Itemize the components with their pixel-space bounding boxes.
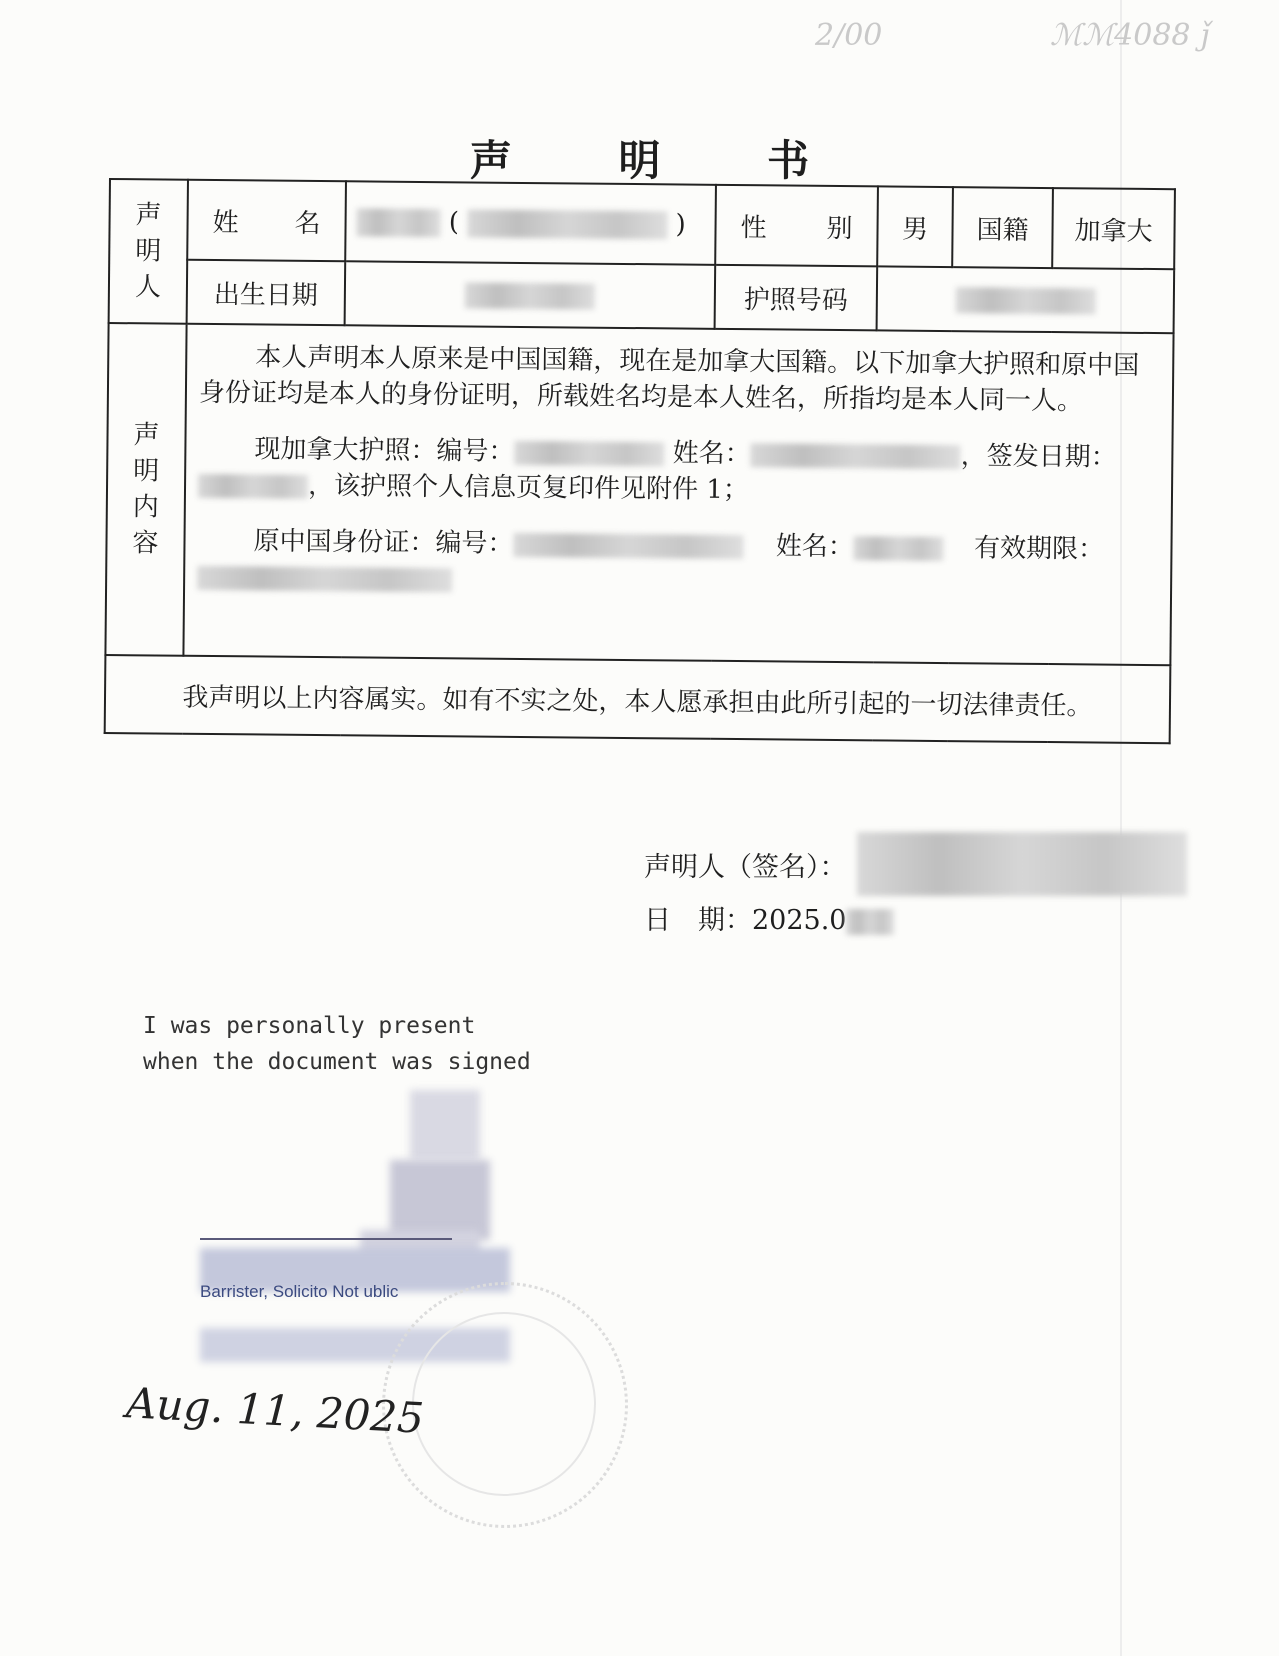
- name-paren-open: (: [448, 207, 460, 238]
- name-label-char-1: 姓: [212, 207, 239, 238]
- name-paren-close: ): [675, 209, 686, 240]
- passport-number-value-cell: [877, 266, 1175, 333]
- redacted-dob: [465, 282, 595, 309]
- corner-handwritten-note: 2/00: [815, 18, 883, 53]
- id-validity-label: 有效期限：: [973, 533, 1105, 565]
- signing-date-label: 日 期：2025.0: [644, 905, 847, 936]
- declaration-table: [104, 178, 1176, 744]
- signature-label: 声明人（签名）：: [644, 852, 847, 883]
- redacted-name: [356, 208, 440, 237]
- notary-signature-rule: [200, 1238, 452, 1240]
- redacted-passport-no-inline: [514, 441, 664, 466]
- gender-label-cell: [715, 185, 878, 267]
- redacted-id-name: [854, 536, 944, 561]
- id-card-paragraph: [197, 523, 1161, 604]
- passport-issue-date-label: ，签发日期：: [960, 441, 1117, 473]
- signature-line: [644, 832, 1187, 896]
- signing-date-line: [644, 898, 894, 937]
- notary-seal-inner-ring: [412, 1312, 596, 1496]
- handwritten-notary-date: Aug. 11, 2025: [124, 1378, 426, 1443]
- passport-attachment-note: ，该护照个人信息页复印件见附件 1；: [307, 470, 749, 506]
- corner-handwritten-reference: ℳℳ4088 ǰ: [1050, 18, 1210, 53]
- redacted-issue-date: [198, 474, 308, 499]
- name-value-cell: [345, 181, 716, 265]
- passport-number-label-text: 现加拿大护照：编号：: [254, 434, 515, 467]
- redacted-passport-number: [955, 287, 1095, 314]
- notary-statement-line-1: I was personally present: [143, 1013, 476, 1039]
- passport-number-label: 护照号码: [715, 265, 878, 331]
- declaration-paragraph: 本人声明本人原来是中国国籍，现在是加拿大国籍。以下加拿大护照和原中国身份证均是本人的身份证明，所载姓名均是本人姓名，所指均是本人同一人。: [198, 342, 1140, 417]
- id-number-label-text: 原中国身份证：编号：: [253, 526, 514, 559]
- redacted-signature: [857, 832, 1187, 896]
- nationality-value: 加拿大: [1052, 188, 1175, 269]
- content-label-cell: [105, 323, 186, 656]
- redacted-passport-name: [751, 443, 961, 469]
- notary-stamp-text: Barrister, Solicito Not ublic: [200, 1282, 399, 1301]
- document-title: 声 明 书: [469, 136, 856, 185]
- gender-label-char-2: 别: [826, 213, 853, 244]
- content-label: 声明内容: [132, 420, 160, 559]
- declaration-content-cell: [183, 324, 1173, 665]
- dob-value-cell: [345, 261, 716, 329]
- name-label-cell: [187, 180, 346, 262]
- redacted-date-digits: [846, 909, 894, 935]
- nationality-label: 国籍: [952, 187, 1053, 268]
- notary-statement-line-2: when the document was signed: [143, 1049, 531, 1075]
- declarant-label: 声明人: [134, 200, 162, 303]
- dob-label: 出生日期: [187, 260, 346, 326]
- passport-name-label-text: 姓名：: [672, 438, 751, 470]
- redacted-id-number: [513, 533, 743, 559]
- name-label-char-2: 名: [294, 208, 321, 239]
- gender-value: 男: [877, 186, 953, 267]
- declarant-label-cell: [109, 179, 188, 324]
- gender-label-char-1: 性: [740, 212, 767, 243]
- passport-paragraph: [198, 431, 1162, 512]
- id-name-label-text: 姓名：: [775, 531, 854, 563]
- redacted-id-validity: [197, 566, 452, 592]
- redacted-name-alt: [467, 209, 667, 239]
- declaration-footer: 我声明以上内容属实。如有不实之处，本人愿承担由此所引起的一切法律责任。: [105, 655, 1171, 743]
